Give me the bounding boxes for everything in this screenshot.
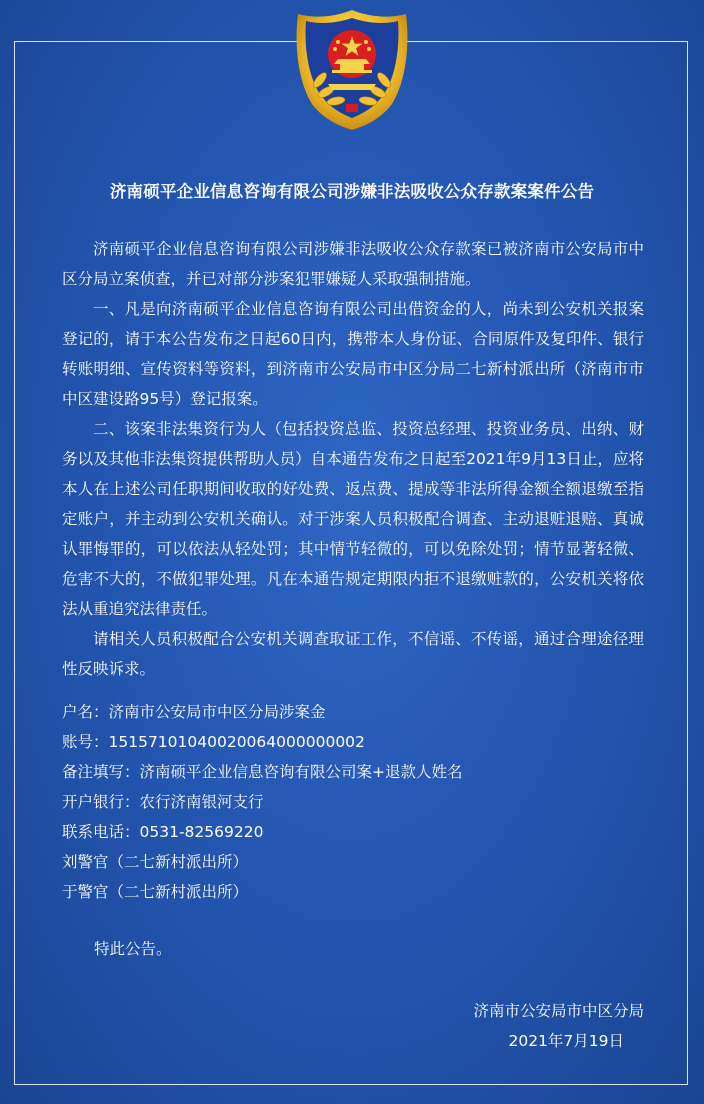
- closing-remark: 特此公告。: [94, 940, 172, 958]
- signature-block: [384, 996, 644, 1056]
- bank-name: 开户银行：农行济南银河支行: [62, 793, 264, 811]
- notice-title: 济南硕平企业信息咨询有限公司涉嫌非法吸收公众存款案案件公告: [109, 182, 595, 201]
- issuer-name: 济南市公安局市中区分局: [473, 1002, 644, 1020]
- contact-officer-liu: 刘警官（二七新村派出所）: [62, 853, 249, 871]
- body-paragraph-2: 二、该案非法集资行为人（包括投资总监、投资总经理、投资业务员、出纳、财务以及其他非法集资提供帮助人员）自本通告发布之日起至2021年9月13日止，应将本人在上述公司任职期间收取的好处费、返点费、提成等非法所得金额全额退缴至指定账户，并主动到公安机关确认。对于涉案人员积极配合调查、主动退赃退赔、真诚认罪悔罪的，可以依法从轻处罚；其中情节轻微的，可以免除处罚；情节显著轻微、危害不大的，不做犯罪处理。凡在本通告规定期限内拒不退缴赃款的，公安机关将依法从重追究法律责任。: [62, 420, 644, 618]
- account-name: 户名：济南市公安局市中区分局涉案金: [62, 703, 326, 721]
- notice-body: [62, 234, 644, 684]
- issue-date: 2021年7月19日: [508, 1032, 624, 1050]
- body-paragraph-appeal: 请相关人员积极配合公安机关调查取证工作，不信谣、不传谣，通过合理途径理性反映诉求。: [62, 630, 644, 678]
- contact-officer-yu: 于警官（二七新村派出所）: [62, 883, 249, 901]
- remark-instruction: 备注填写：济南硕平企业信息咨询有限公司案+退款人姓名: [62, 763, 463, 781]
- account-number: 账号：15157101040020064000000002: [62, 733, 365, 751]
- contact-phone: 联系电话：0531-82569220: [62, 823, 264, 841]
- body-paragraph-intro: 济南硕平企业信息咨询有限公司涉嫌非法吸收公众存款案已被济南市公安局市中区分局立案侦查，并已对部分涉案犯罪嫌疑人采取强制措施。: [62, 240, 644, 288]
- account-info-block: [62, 697, 642, 907]
- body-paragraph-1: 一、凡是向济南硕平企业信息咨询有限公司出借资金的人，尚未到公安机关报案登记的，请于本公告发布之日起60日内，携带本人身份证、合同原件及复印件、银行转账明细、宣传资料等资料，到济南市公安局市中区分局二七新村派出所（济南市市中区建设路95号）登记报案。: [62, 300, 644, 408]
- police-emblem-icon: [288, 4, 416, 132]
